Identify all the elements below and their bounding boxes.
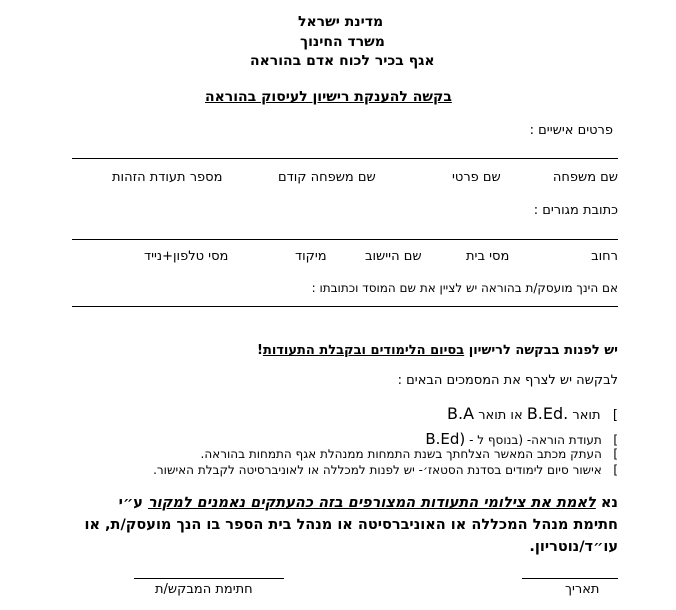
doc-item-3[interactable]: [201, 447, 618, 461]
field-phone: מסי טלפון+נייד: [144, 249, 229, 264]
apply-note-suffix: !: [257, 343, 263, 358]
field-first-name: שם פרטי: [452, 170, 501, 185]
field-city: שם היישוב: [365, 249, 422, 264]
field-prev-last-name: שם משפחה קודם: [278, 170, 376, 185]
doc-item-4[interactable]: [153, 463, 618, 477]
field-id-number: מספר תעודת הזהות: [112, 170, 223, 185]
address-heading: כתובת מגורים :: [533, 203, 618, 218]
doc-item-2-bed: B.Ed): [425, 430, 466, 448]
header-state: מדינת ישראל: [298, 14, 384, 30]
field-zip: מיקוד: [295, 249, 327, 264]
address-fill-line[interactable]: [72, 239, 618, 240]
header-department: אגף בכיר לכוח אדם בהוראה: [250, 53, 435, 69]
employment-note: אם הינך מועסק/ת בהוראה יש לציין את שם המוסד וכתובתו :: [311, 281, 618, 295]
checkbox-bracket[interactable]: ]: [613, 433, 618, 447]
doc-item-1-ba: B.A: [447, 404, 475, 423]
date-fill-line[interactable]: [522, 578, 618, 579]
notice-emphasis: לאמת את צילומי התעודות המצורפים בזה כהעתקים נאמנים למקור: [147, 495, 596, 511]
doc-item-3-text: העתק מכתב המאשר הצלחתך בשנת התמחות ממנהלת אגף התמחות בהוראה.: [200, 447, 602, 461]
apply-note: [257, 343, 618, 358]
notice-paragraph: [48, 492, 618, 558]
field-street: רחוב: [591, 249, 618, 264]
attach-heading: לבקשה יש לצרף את המסמכים הבאים :: [397, 373, 618, 388]
doc-item-1-or: או תואר: [478, 408, 523, 423]
notice-line-1: [48, 492, 618, 514]
apply-note-prefix: יש לפנות בבקשה לרישיון: [464, 343, 618, 358]
doc-item-4-text: אישור סיום לימודים בסדנת הסטאז׳- יש לפנות למכללה או לאוניברסיטה לקבלת האישור.: [153, 463, 602, 477]
page-title: בקשה להענקת רישיון לעיסוק בהוראה: [205, 89, 452, 105]
personal-heading: פרטים אישיים :: [529, 123, 613, 138]
checkbox-bracket[interactable]: ]: [613, 463, 618, 477]
checkbox-bracket[interactable]: ]: [612, 408, 618, 423]
notice-prefix: נא: [595, 495, 618, 511]
doc-item-2[interactable]: [425, 430, 618, 448]
notice-suffix: ע״י: [118, 495, 148, 511]
signature-fill-line[interactable]: [134, 578, 284, 579]
notice-line-2: חתימת מנהל המכללה או האוניברסיטה או מנהל בית הספר בו הנך מועסק/ת, או: [84, 517, 618, 533]
doc-item-1-bed: B.Ed.: [526, 404, 569, 423]
field-house-no: מסי בית: [466, 249, 510, 264]
notice-line-3: עו״ד/נוטריון.: [529, 539, 618, 555]
apply-note-underlined: בסיום הלימודים ובקבלת התעודות: [262, 343, 465, 358]
doc-item-2-text: תעודת הוראה- (בנוסף ל -: [469, 433, 602, 447]
signature-label: חתימת המבקש/ת: [155, 582, 253, 597]
personal-fill-line[interactable]: [72, 158, 618, 159]
field-last-name: שם משפחה: [552, 170, 618, 185]
employment-fill-line[interactable]: [72, 306, 618, 307]
doc-item-1-text: תואר: [572, 408, 601, 423]
header-ministry: משרד החינוך: [300, 34, 385, 50]
date-label: תאריך: [565, 582, 600, 597]
checkbox-bracket[interactable]: ]: [613, 447, 618, 461]
doc-item-1[interactable]: [447, 404, 618, 423]
